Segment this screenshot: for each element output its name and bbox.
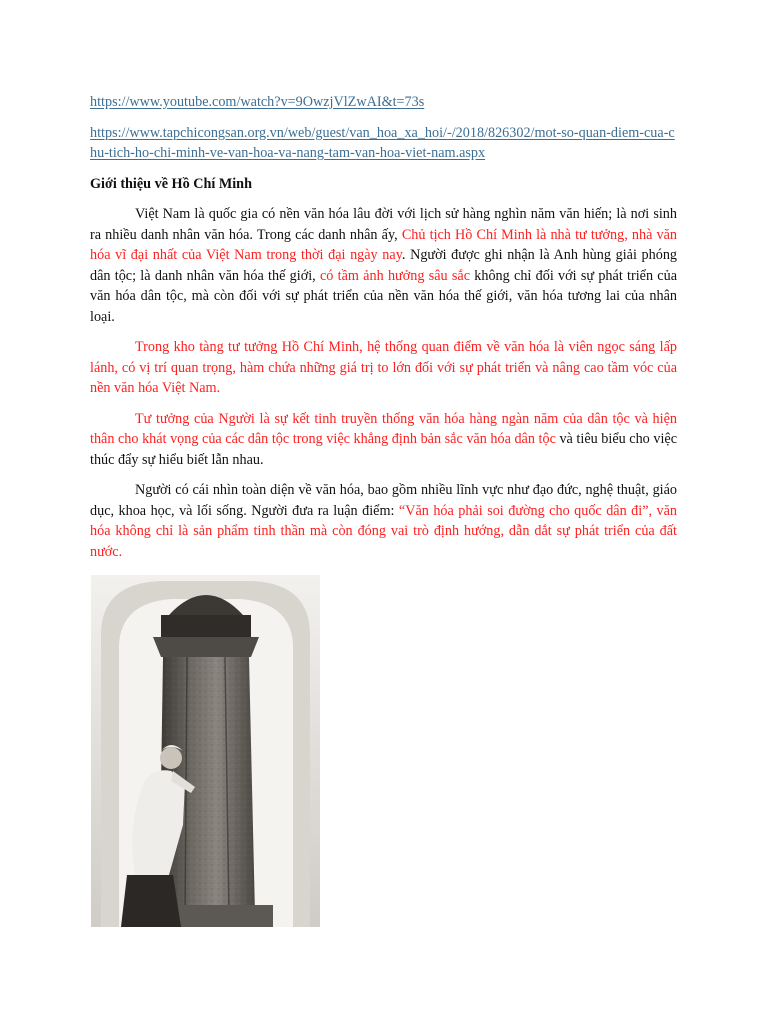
paragraph-ideology: Trong kho tàng tư tưởng Hồ Chí Minh, hệ thống quan điểm về văn hóa là viên ngọc sáng lấp lánh, có vị trí quan trọng, hàm chứa những giá trị to lớn đối với sự phát triển và nâng cao tầm vóc của nền văn hóa Việt Nam. bbox=[90, 339, 677, 396]
paragraph-culture-view bbox=[90, 480, 677, 562]
paragraph-culture-view-text: Người có cái nhìn toàn diện về văn hóa, bao gồm nhiều lĩnh vực như đạo đức, nghệ thuật, giáo dục, khoa học, và lối sống. Người đưa ra luận điểm: bbox=[90, 482, 677, 519]
paragraph-thought-text: và tiêu biểu cho việc thúc đẩy sự hiểu biết lẫn nhau. bbox=[90, 431, 677, 468]
paragraph-thought bbox=[90, 409, 677, 471]
paragraph-intro-highlight-2: có tầm ảnh hưởng sâu sắc bbox=[319, 267, 470, 284]
paragraph-intro-text-2: . Người được ghi nhận là Anh hùng giải phóng dân tộc; là danh nhân văn hóa thế giới, bbox=[90, 247, 678, 284]
stone-stele-photo-image bbox=[91, 575, 320, 927]
paragraph-intro-highlight-1: Chủ tịch Hồ Chí Minh là nhà tư tưởng, nhà văn hóa vĩ đại nhất của Việt Nam trong thời đại ngày nay bbox=[90, 226, 678, 263]
document-body bbox=[90, 92, 677, 572]
section-heading: Giới thiệu về Hồ Chí Minh bbox=[90, 175, 252, 192]
stone-stele-photo bbox=[91, 575, 320, 927]
paragraph-intro bbox=[90, 204, 677, 327]
paragraph-thought-highlight: Tư tưởng của Người là sự kết tinh truyền thống văn hóa hàng ngàn năm của dân tộc và hiện thân cho khát vọng của các dân tộc trong việc khẳng định bản sắc văn hóa dân tộc bbox=[90, 410, 677, 447]
tapchicongsan-link[interactable]: https://www.tapchicongsan.org.vn/web/guest/van_hoa_xa_hoi/-/2018/826302/mot-so-quan-diem-cua-chu-tich-ho-chi-minh-ve-van-hoa-va-nang-tam-van-hoa-viet-nam.aspx bbox=[90, 124, 675, 161]
paragraph-intro-text-1: Việt Nam là quốc gia có nền văn hóa lâu đời với lịch sử hàng nghìn năm văn hiến; là nơi sinh ra nhiều danh nhân văn hóa. Trong các danh nhân ấy, bbox=[90, 206, 677, 243]
paragraph-intro-text-3: không chỉ đối với sự phát triển của văn hóa dân tộc, mà còn đối với sự phát triển của nền văn hóa thế giới, văn hóa tương lai của nhân loại. bbox=[90, 267, 677, 325]
youtube-link[interactable]: https://www.youtube.com/watch?v=9OwzjVlZwAI&t=73s bbox=[90, 94, 425, 110]
paragraph-culture-view-quote: “Văn hóa phải soi đường cho quốc dân đi”, văn hóa không chỉ là sản phẩm tinh thần mà còn đóng vai trò định hướng, dẫn dắt sự phát triển của đất nước. bbox=[90, 502, 677, 560]
